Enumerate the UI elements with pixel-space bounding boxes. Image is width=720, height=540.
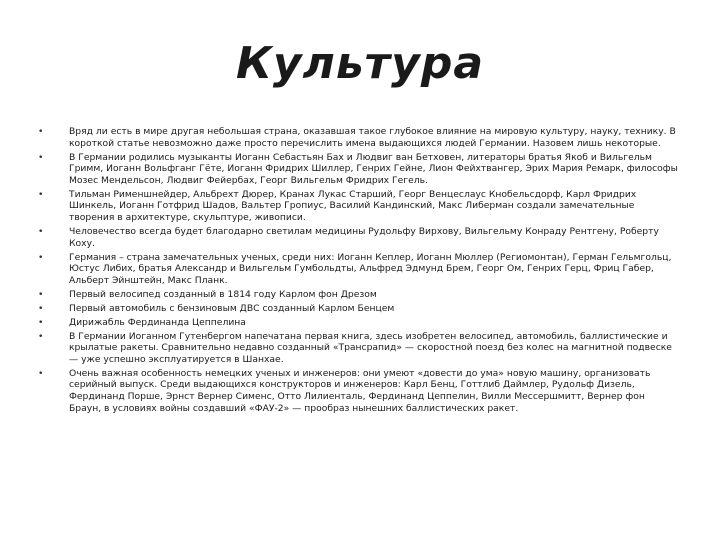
- bullet-item: [38, 289, 678, 301]
- bullet-item: [38, 126, 678, 149]
- bullet-item: [38, 368, 678, 414]
- bullet-text: Очень важная особенность немецких ученых и инженеров: они умеют «довести до ума» новую машину, организовать серийный выпуск. Среди выдающихся конструкторов и инженеров: Карл Бенц, Готтлиб Даймлер, Рудольф Дизель, Фердинанд Порше, Эрнст Вернер Сименс, Отто Лилиенталь, Фердинанд Цеппелин, Вилли Мессершмитт, Вернер фон Браун, в условиях войны создавший «ФАУ-2» — прообраз нынешних баллистических ракет.: [69, 367, 651, 414]
- bullet-icon: •: [38, 330, 44, 342]
- bullet-text: Первый велосипед созданный в 1814 году Карлом фон Дрезом: [69, 288, 377, 300]
- bullet-icon: •: [38, 225, 44, 237]
- bullet-item: [38, 331, 678, 366]
- bullet-item: [38, 189, 678, 224]
- bullet-text: В Германии родились музыканты Иоганн Себастьян Бах и Людвиг ван Бетховен, литераторы братья Якоб и Вильгельм Гримм, Иоганн Вольфганг Гёте, Иоганн Фридрих Шиллер, Генрих Гейне, Лион Фейхтвангер, Эрих Мария Ремарк, философы Мозес Мендельсон, Людвиг Фейербах, Георг Вильгельм Фридрих Гегель.: [69, 151, 678, 186]
- bullet-icon: •: [38, 126, 44, 137]
- bullet-list: [38, 126, 678, 417]
- bullet-text: Первый автомобиль с бензиновым ДВС созданный Карлом Бенцем: [69, 302, 395, 314]
- bullet-icon: •: [38, 151, 44, 163]
- bullet-text: Тильман Рименшнейдер, Альбрехт Дюрер, Кранах Лукас Старший, Георг Венцеслаус Кнобельсдорф, Карл Фридрих Шинкель, Иоганн Готфрид Шадов, Вальтер Гропиус, Василий Кандинский, Макс Либерман создали замечательные творения в архитектуре, скульптуре, живописи.: [69, 188, 637, 223]
- bullet-item: [38, 152, 678, 187]
- bullet-icon: •: [38, 302, 44, 314]
- bullet-text: В Германии Иоганном Гутенбергом напечатана первая книга, здесь изобретен велосипед, автомобиль, баллистические и крылатые ракеты. Сравнительно недавно созданный «Трансрапид» — скоростной поезд без колес на магнитной подвеске — уже успешно эксплуатируется в Шанхае.: [69, 330, 672, 365]
- bullet-item: [38, 252, 678, 287]
- bullet-icon: •: [38, 288, 44, 300]
- bullet-icon: •: [38, 316, 44, 328]
- bullet-item: [38, 317, 678, 329]
- slide-title: Культура: [235, 38, 485, 89]
- bullet-text: Германия – страна замечательных ученых, среди них: Иоганн Кеплер, Иоганн Мюллер (Региомонтан), Герман Гельмгольц, Юстус Либих, братья Александр и Вильгельм Гумбольдты, Альфред Эдмунд Брем, Георг Ом, Генрих Герц, Фриц Габер, Альберт Эйнштейн, Макс Планк.: [69, 251, 672, 286]
- bullet-icon: •: [38, 251, 44, 263]
- bullet-text: Дирижабль Фердинанда Цеппелина: [69, 316, 246, 328]
- bullet-item: [38, 303, 678, 315]
- bullet-text: Человечество всегда будет благодарно светилам медицины Рудольфу Вирхову, Вильгельму Конраду Рентгену, Роберту Коху.: [69, 225, 659, 249]
- bullet-icon: •: [38, 367, 44, 379]
- bullet-text: Вряд ли есть в мире другая небольшая страна, оказавшая такое глубокое влияние на мировую культуру, науку, технику. В короткой статье невозможно даже просто перечислить имена выдающихся людей Германии. Назовем лишь некоторые.: [69, 126, 676, 149]
- bullet-item: [38, 226, 678, 249]
- bullet-icon: •: [38, 188, 44, 200]
